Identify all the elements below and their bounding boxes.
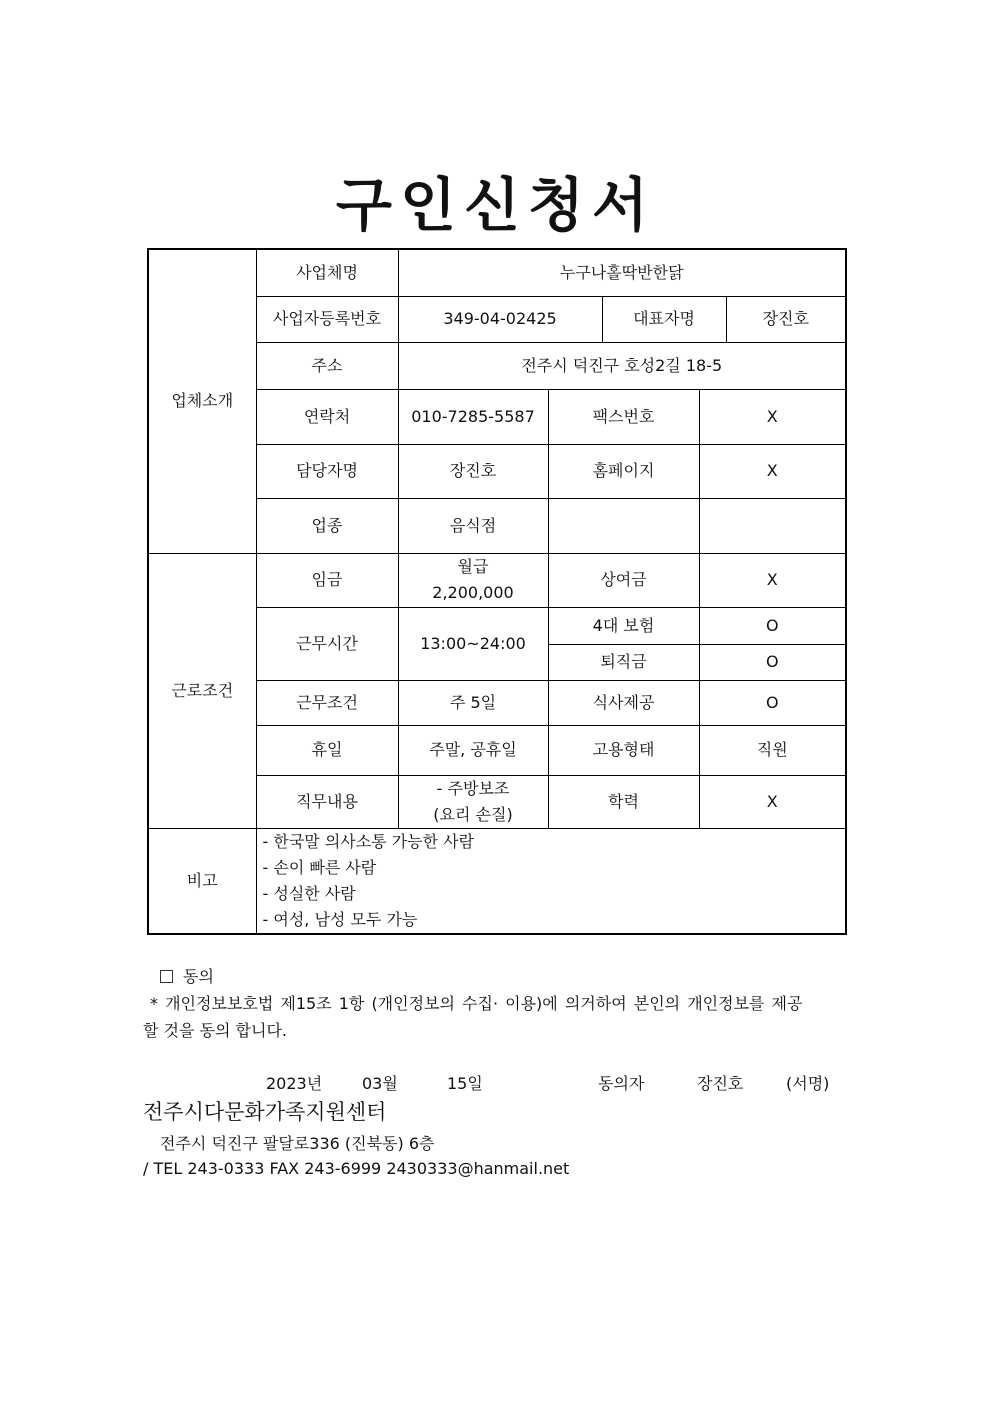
section-conditions: 근로조건 [148, 553, 256, 828]
holiday-value: 주말, 공휴일 [398, 725, 548, 775]
consent-day: 15일 [447, 1074, 483, 1093]
duty-line-2: (요리 손질) [433, 804, 513, 824]
manager-value: 장진호 [398, 444, 548, 498]
bonus-label: 상여금 [548, 553, 699, 607]
ceo-label: 대표자명 [602, 296, 726, 342]
education-label: 학력 [548, 775, 699, 828]
consent-month: 03월 [362, 1074, 398, 1093]
org-name: 전주시다문화가족지원센터 [143, 1100, 387, 1124]
ceo-value: 장진호 [726, 296, 846, 342]
remarks-list [256, 828, 846, 934]
fax-label: 팩스번호 [548, 389, 699, 444]
education-value: X [699, 775, 846, 828]
manager-label: 담당자명 [256, 444, 398, 498]
job-application-table [147, 248, 847, 935]
employment-value: 직원 [699, 725, 846, 775]
industry-label: 업종 [256, 498, 398, 553]
consent-checkbox-label: 동의 [183, 967, 214, 986]
workdays-value: 주 5일 [398, 680, 548, 725]
org-address: 전주시 덕진구 팔달로336 (진북동) 6층 [160, 1134, 435, 1153]
empty-cell [548, 498, 699, 553]
remarks-item: - 여성, 남성 모두 가능 [262, 909, 418, 929]
duty-line-1: - 주방보조 [436, 778, 510, 798]
contact-value: 010-7285-5587 [398, 389, 548, 444]
reg-no-value: 349-04-02425 [398, 296, 602, 342]
meal-value: O [699, 680, 846, 725]
severance-value: O [699, 644, 846, 680]
section-company: 업체소개 [148, 249, 256, 553]
wage-type: 월급 [457, 557, 489, 576]
insurance-value: O [699, 607, 846, 644]
remarks-item: - 성실한 사람 [262, 883, 356, 903]
empty-cell [699, 498, 846, 553]
hours-label: 근무시간 [256, 607, 398, 680]
severance-label: 퇴직금 [548, 644, 699, 680]
signature-label: (서명) [786, 1074, 830, 1093]
homepage-label: 홈페이지 [548, 444, 699, 498]
org-contact: / TEL 243-0333 FAX 243-6999 2430333@hanmail.net [143, 1159, 570, 1178]
consent-checkbox[interactable] [160, 970, 173, 983]
bonus-value: X [699, 553, 846, 607]
wage-amount: 2,200,000 [432, 583, 514, 602]
document-title: 구인신청서 [335, 171, 657, 239]
company-name-label: 사업체명 [256, 249, 398, 296]
signer-name: 장진호 [697, 1074, 744, 1093]
insurance-label: 4대 보험 [548, 607, 699, 644]
homepage-value: X [699, 444, 846, 498]
contact-label: 연락처 [256, 389, 398, 444]
wage-label: 임금 [256, 553, 398, 607]
consent-text-line-2: 할 것을 동의 합니다. [143, 1021, 287, 1040]
meal-label: 식사제공 [548, 680, 699, 725]
reg-no-label: 사업자등록번호 [256, 296, 398, 342]
consent-text-line-1: * 개인정보보호법 제15조 1항 (개인정보의 수집· 이용)에 의거하여 본인의 개인정보를 제공 [150, 994, 803, 1013]
duty-label: 직무내용 [256, 775, 398, 828]
company-name-value: 누구나홀딱반한닭 [398, 249, 846, 296]
signer-label: 동의자 [598, 1074, 645, 1093]
duty-value [398, 775, 548, 828]
employment-label: 고용형태 [548, 725, 699, 775]
holiday-label: 휴일 [256, 725, 398, 775]
industry-value: 음식점 [398, 498, 548, 553]
remarks-item: - 한국말 의사소통 가능한 사람 [262, 831, 475, 851]
consent-checkbox-row[interactable] [160, 964, 214, 987]
address-value: 전주시 덕진구 호성2길 18-5 [398, 342, 846, 389]
fax-value: X [699, 389, 846, 444]
wage-value [398, 553, 548, 607]
workdays-label: 근무조건 [256, 680, 398, 725]
hours-value: 13:00~24:00 [398, 607, 548, 680]
address-label: 주소 [256, 342, 398, 389]
section-remarks: 비고 [148, 828, 256, 934]
consent-year: 2023년 [266, 1074, 323, 1093]
remarks-item: - 손이 빠른 사람 [262, 857, 377, 877]
